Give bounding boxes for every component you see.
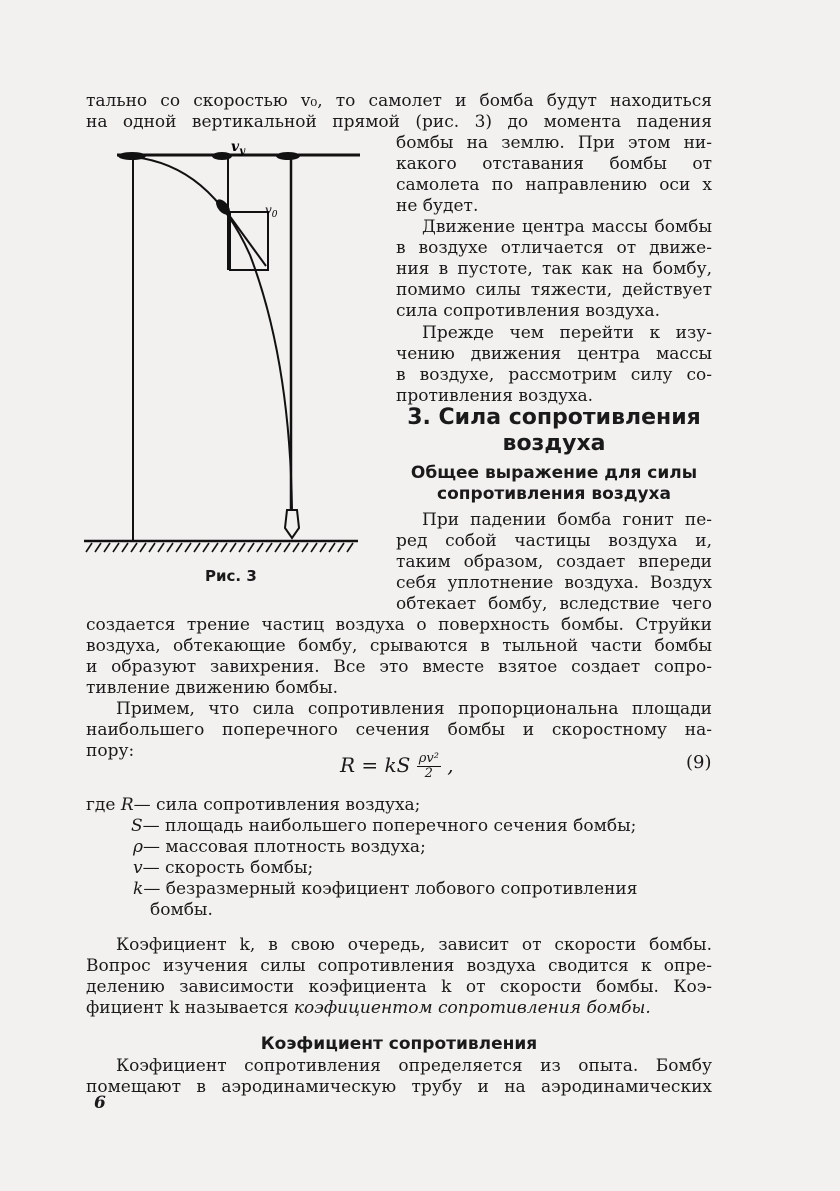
definition-item: S— площадь наибольшего поперечного сечения бомбы; (131, 816, 637, 836)
section-heading: 3. Сила сопротивления (407, 405, 701, 430)
plane-marker-right (276, 152, 300, 160)
text-line: помещают в аэродинамическую трубу и на аэродинамических (86, 1077, 712, 1097)
text-line: помимо силы тяжести, действует (396, 280, 712, 300)
definition-item: k— безразмерный коэфициент лобового сопротивления (133, 879, 638, 899)
text-line: сила сопротивления воздуха. (396, 301, 661, 321)
text-line: чению движения центра массы (396, 344, 712, 364)
definition-continuation: бомбы. (150, 900, 213, 920)
text-line: какого отставания бомбы от (396, 154, 712, 174)
definition-item: v— скорость бомбы; (133, 858, 314, 878)
text-line: фициент k называется коэфициентом сопротивления бомбы. (86, 998, 651, 1018)
bomb-at-ground (285, 510, 299, 538)
text-line: пору: (86, 741, 135, 761)
plane-marker-left (118, 152, 146, 160)
text-line: Коэфициент k, в свою очередь, зависит от скорости бомбы. (116, 935, 712, 955)
text-line: При падении бомба гонит пе- (422, 510, 712, 530)
text-line: Прежде чем перейти к изу- (422, 323, 712, 343)
ground-hatching (86, 543, 353, 552)
subsection-heading: Общее выражение для силы (410, 463, 698, 483)
text-line: Движение центра массы бомбы (422, 217, 712, 237)
plane-marker-mid (212, 152, 232, 160)
formula-numerator: ρv² (418, 751, 439, 766)
text-line: себя уплотнение воздуха. Воздух (396, 573, 712, 593)
text-line: наибольшего поперечного сечения бомбы и скоростному на- (86, 720, 712, 740)
formula-denominator: 2 (424, 766, 433, 781)
definition-item: где R— сила сопротивления воздуха; (86, 795, 421, 815)
text-line: воздуха, обтекающие бомбу, срываются в тыльной части бомбы (86, 636, 712, 656)
text-line: делению зависимости коэфициента k от скорости бомбы. Коэ- (86, 977, 712, 997)
text-line: тально со скоростью v₀, то самолет и бомба будут находиться (86, 91, 712, 111)
equation-number: (9) (686, 752, 712, 773)
text-line: противления воздуха. (396, 386, 594, 406)
label-vy: $v_y$ (231, 139, 245, 157)
text-line: в воздухе, рассмотрим силу со- (396, 365, 712, 385)
page-number: 6 (94, 1093, 106, 1113)
text-line: тивление движению бомбы. (86, 678, 339, 698)
text-line: самолета по направлению оси x (396, 175, 712, 195)
text-line: Примем, что сила сопротивления пропорциональна площади (116, 699, 712, 719)
italic-term: коэфициентом сопротивления бомбы. (293, 998, 651, 1018)
text-line: не будет. (396, 196, 479, 216)
section-heading: воздуха (502, 431, 606, 456)
formula-9: R = kS $\frac{\text{ρv²}}{2}$ , (340, 751, 454, 781)
text-line: и образуют завихрения. Все это вместе взятое создает сопро- (86, 657, 712, 677)
figure-caption: Рис. 3 (205, 567, 257, 585)
subsection-heading: сопротивления воздуха (437, 484, 671, 504)
text-line: создается трение частиц воздуха о поверхность бомбы. Струйки (86, 615, 712, 635)
text-line: Коэфициент сопротивления определяется из опыта. Бомбу (116, 1056, 712, 1076)
text-line: на одной вертикальной прямой (рис. 3) до момента падения (86, 112, 712, 132)
definition-item: ρ— массовая плотность воздуха; (133, 837, 426, 857)
text-line: обтекает бомбу, вследствие чего (396, 594, 712, 614)
label-v0: $v_0$ (265, 203, 278, 220)
text-line: ред собой частицы воздуха и, (396, 531, 712, 551)
subsection-heading: Коэфициент сопротивления (260, 1034, 538, 1054)
text-line: в воздухе отличается от движе- (396, 238, 712, 258)
text-line: бомбы на землю. При этом ни- (396, 133, 712, 153)
text-line: ния в пустоте, так как на бомбу, (396, 259, 712, 279)
text-line: Вопрос изучения силы сопротивления воздуха сводится к опре- (86, 956, 712, 976)
text-line: таким образом, создает впереди (396, 552, 712, 572)
